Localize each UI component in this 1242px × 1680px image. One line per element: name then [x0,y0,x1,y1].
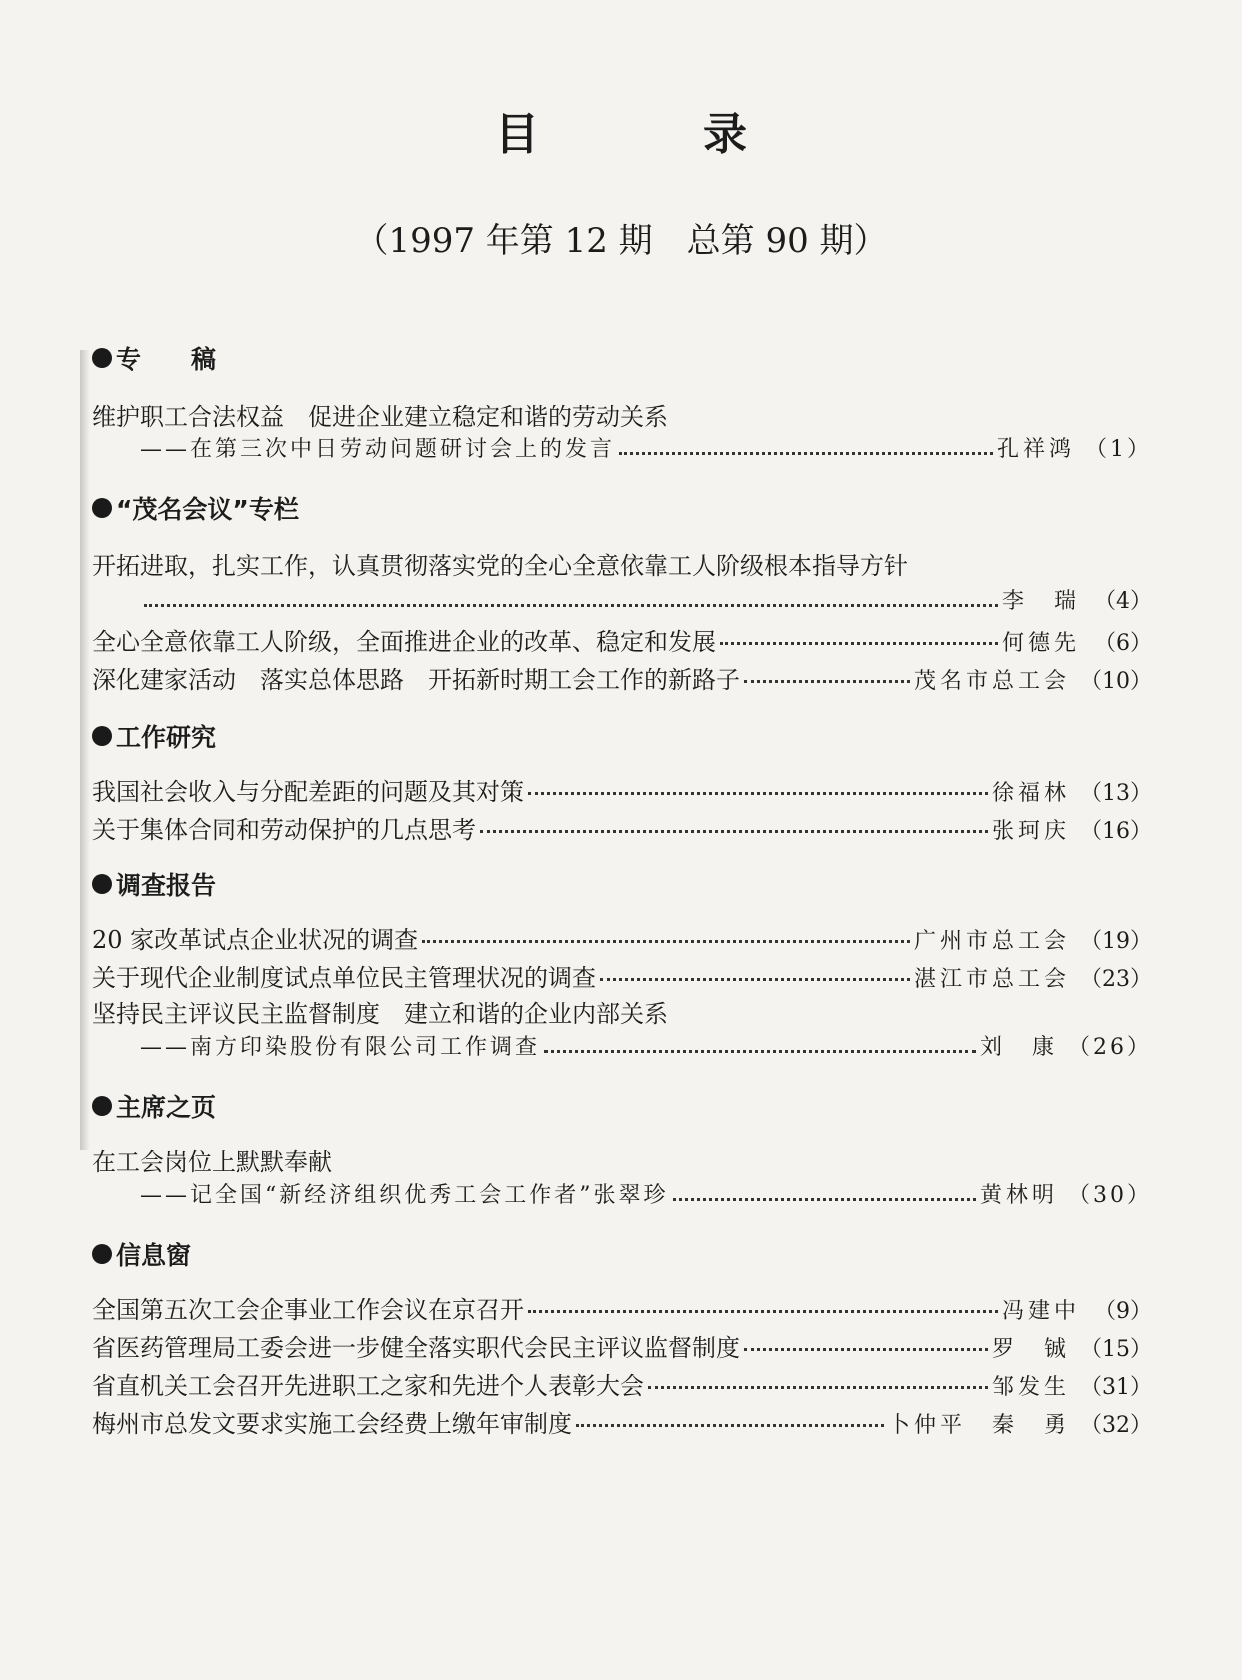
toc-entry[interactable] [92,1328,1152,1362]
dot-leader [480,830,988,833]
entry-author: 李 瑞 [1001,589,1080,614]
entry-title: 深化建家活动 落实总体思路 开拓新时期工会工作的新路子 [92,666,740,694]
entry-author: 刘 康 [979,1035,1058,1060]
toc-entry[interactable] [92,810,1152,844]
entry-page: （1） [1085,437,1152,462]
toc-entry[interactable] [92,920,1152,954]
section-label: 专 稿 [116,345,217,374]
section-heading-maoming [92,490,299,526]
toc-entry[interactable] [92,622,1152,656]
toc-entry[interactable] [92,660,1152,694]
issue-info: （1997 年第 12 期 总第 90 期） [354,221,888,261]
toc-entry[interactable] [92,1290,1152,1324]
section-label: 主席之页 [116,1093,217,1122]
entry-page: （23） [1080,967,1152,992]
article-heading[interactable]: 在工会岗位上默默奉献 [92,1148,332,1176]
entry-page: （32） [1080,1413,1152,1438]
entry-title: ——在第三次中日劳动问题研讨会上的发言 [140,437,616,462]
entry-title: 20 家改革试点企业状况的调查 [92,926,419,954]
bullet-icon [92,348,112,368]
dot-leader [544,1050,976,1053]
entry-page: （13） [1080,781,1152,806]
entry-page: （30） [1068,1183,1152,1208]
entry-title: 梅州市总发文要求实施工会经费上缴年审制度 [92,1410,572,1438]
dot-leader [422,940,910,943]
entry-page: （4） [1094,589,1152,614]
page-title: 目 录 [495,109,807,160]
dot-leader [673,1198,976,1201]
entry-title: 我国社会收入与分配差距的问题及其对策 [92,778,524,806]
dot-leader [600,978,910,981]
section-label: 调查报告 [116,871,217,900]
entry-title: 省医药管理局工委会进一步健全落实职代会民主评议监督制度 [92,1334,740,1362]
toc-entry[interactable] [92,1404,1152,1438]
toc-entry[interactable] [92,584,1152,618]
entry-page: （6） [1094,631,1152,656]
dot-leader [619,452,993,455]
toc-entry[interactable] [92,1030,1152,1064]
section-label: 信息窗 [116,1241,192,1270]
entry-author: 卜仲平 秦 勇 [887,1413,1070,1438]
toc-entry[interactable] [92,958,1152,992]
dot-leader [720,642,998,645]
section-label: 工作研究 [116,723,217,752]
entry-author: 何德先 [1001,631,1080,656]
entry-page: （19） [1080,929,1152,954]
entry-title: 全心全意依靠工人阶级，全面推进企业的改革、稳定和发展 [92,628,716,656]
dot-leader [744,680,910,683]
entry-title: 关于现代企业制度试点单位民主管理状况的调查 [92,964,596,992]
bullet-icon [92,498,112,518]
scan-edge-shadow [80,350,90,1150]
entry-author: 邹发生 [991,1375,1070,1400]
entry-author: 广州市总工会 [913,929,1070,954]
entry-title: ——南方印染股份有限公司工作调查 [140,1035,541,1060]
entry-title: 关于集体合同和劳动保护的几点思考 [92,816,476,844]
bullet-icon [92,726,112,746]
article-heading[interactable]: 开拓进取，扎实工作，认真贯彻落实党的全心全意依靠工人阶级根本指导方针 [92,552,908,580]
dot-leader [528,1310,998,1313]
entry-author: 黄林明 [979,1183,1058,1208]
entry-author: 茂名市总工会 [913,669,1070,694]
section-heading-info [92,1236,191,1272]
entry-page: （10） [1080,669,1152,694]
bullet-icon [92,874,112,894]
toc-entry[interactable] [92,432,1152,466]
entry-title: ——记全国“新经济组织优秀工会工作者”张翠珍 [140,1183,669,1208]
entry-page: （26） [1068,1035,1152,1060]
entry-title: 省直机关工会召开先进职工之家和先进个人表彰大会 [92,1372,644,1400]
section-heading-research [92,718,216,754]
toc-entry[interactable] [92,1178,1152,1212]
article-heading[interactable]: 坚持民主评议民主监督制度 建立和谐的企业内部关系 [92,1000,668,1028]
section-label: “茂名会议”专栏 [116,495,299,524]
dot-leader [648,1386,988,1389]
entry-page: （16） [1080,819,1152,844]
entry-author: 冯建中 [1001,1299,1080,1324]
entry-page: （15） [1080,1337,1152,1362]
dot-leader [744,1348,988,1351]
entry-author: 徐福林 [991,781,1070,806]
toc-entry[interactable] [92,772,1152,806]
bullet-icon [92,1096,112,1116]
entry-page: （9） [1094,1299,1152,1324]
dot-leader [144,604,998,607]
entry-title: 全国第五次工会企事业工作会议在京召开 [92,1296,524,1324]
toc-entry[interactable] [92,1366,1152,1400]
section-heading-survey [92,866,216,902]
entry-page: （31） [1080,1375,1152,1400]
article-heading[interactable]: 维护职工合法权益 促进企业建立稳定和谐的劳动关系 [92,403,668,431]
entry-author: 湛江市总工会 [913,967,1070,992]
section-heading-chairman [92,1088,216,1124]
dot-leader [576,1424,884,1427]
bullet-icon [92,1244,112,1264]
entry-author: 孔祥鸿 [996,437,1075,462]
entry-author: 罗 铖 [991,1337,1070,1362]
section-heading-special [92,340,216,376]
entry-author: 张珂庆 [991,819,1070,844]
dot-leader [528,792,988,795]
